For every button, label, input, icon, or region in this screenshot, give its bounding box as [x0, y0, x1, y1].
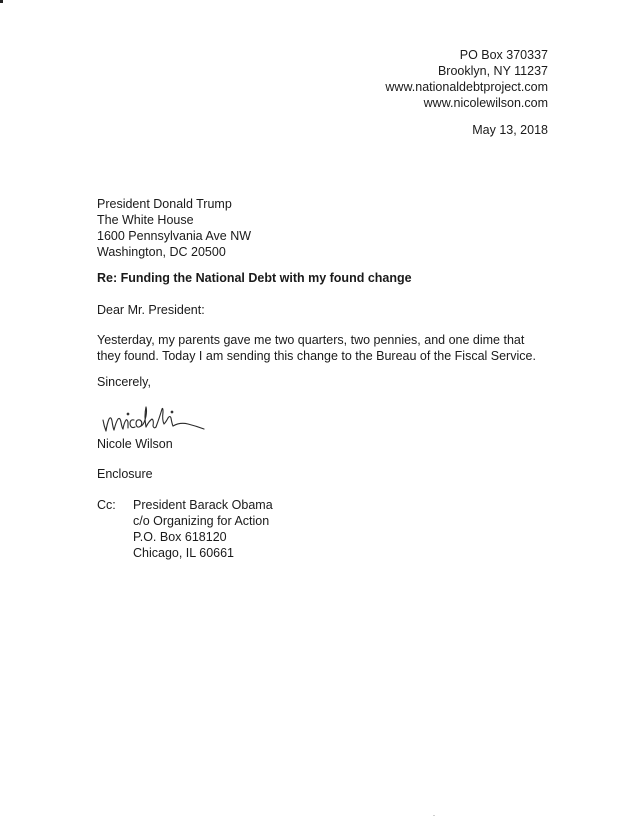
sender-address: [385, 47, 548, 111]
cc-box: P.O. Box 618120: [133, 530, 227, 544]
enclosure-note: Enclosure: [97, 467, 153, 481]
scan-corner-mark: [0, 0, 3, 3]
sender-po-box: PO Box 370337: [459, 48, 548, 62]
recipient-city: Washington, DC 20500: [97, 245, 226, 259]
recipient-street: 1600 Pennsylvania Ave NW: [97, 229, 252, 243]
cc-name: President Barack Obama: [133, 498, 273, 512]
subject-line: Re: Funding the National Debt with my found change: [97, 271, 412, 285]
sender-city: Brooklyn, NY 11237: [437, 64, 548, 78]
letter-body: [97, 332, 557, 364]
recipient-address: [97, 196, 251, 260]
cc-label: Cc:: [97, 498, 116, 512]
handwritten-signature: [100, 398, 250, 434]
scan-speck: [433, 815, 435, 816]
cc-org: c/o Organizing for Action: [133, 514, 270, 528]
letter-date: May 13, 2018: [472, 123, 548, 137]
body-line-1: Yesterday, my parents gave me two quarters, two pennies, and one dime that: [97, 333, 525, 347]
cc-address: [133, 497, 273, 561]
body-line-2: they found. Today I am sending this change to the Bureau of the Fiscal Service.: [97, 349, 536, 363]
cc-city: Chicago, IL 60661: [133, 546, 235, 560]
signer-name: Nicole Wilson: [97, 437, 173, 451]
salutation: Dear Mr. President:: [97, 303, 205, 317]
recipient-building: The White House: [97, 213, 194, 227]
sender-website-2: www.nicolewilson.com: [423, 96, 548, 110]
recipient-name: President Donald Trump: [97, 197, 232, 211]
closing: Sincerely,: [97, 375, 151, 389]
sender-website-1: www.nationaldebtproject.com: [385, 80, 548, 94]
